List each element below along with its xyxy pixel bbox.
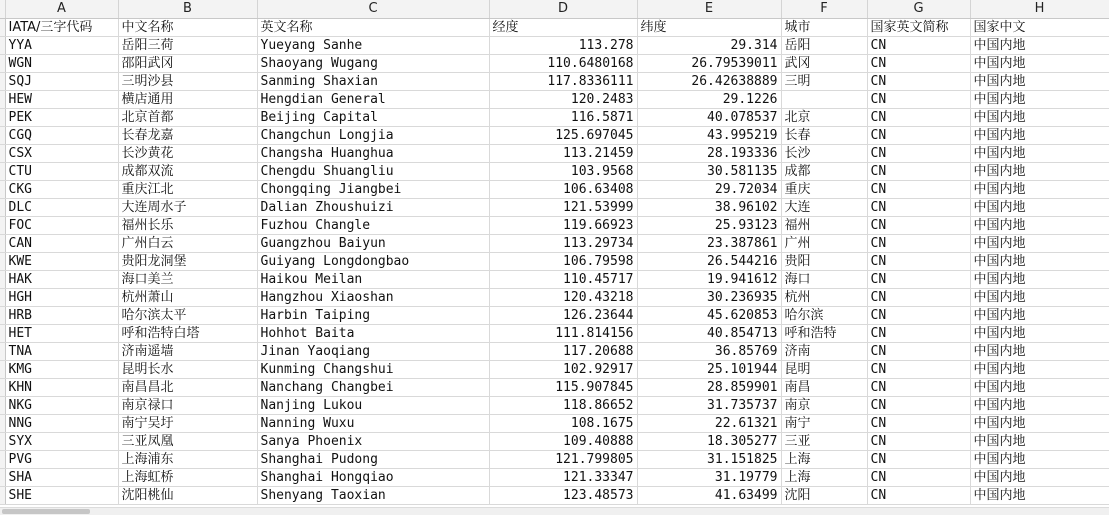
cell-e[interactable]: 43.995219: [637, 127, 781, 145]
cell-c[interactable]: Sanya Phoenix: [257, 433, 489, 451]
cell-h[interactable]: 中国内地: [970, 271, 1109, 289]
cell-e[interactable]: 18.305277: [637, 433, 781, 451]
cell-d[interactable]: 110.45717: [489, 271, 637, 289]
cell-a[interactable]: FOC: [5, 217, 118, 235]
cell-e[interactable]: 26.42638889: [637, 73, 781, 91]
cell-c[interactable]: Sanming Shaxian: [257, 73, 489, 91]
cell-c[interactable]: Nanchang Changbei: [257, 379, 489, 397]
cell-e[interactable]: 19.941612: [637, 271, 781, 289]
cell-f[interactable]: 重庆: [781, 181, 867, 199]
cell-b[interactable]: 哈尔滨太平: [118, 307, 257, 325]
cell-b[interactable]: 昆明长水: [118, 361, 257, 379]
cell-e[interactable]: 26.544216: [637, 253, 781, 271]
cell-b[interactable]: 广州白云: [118, 235, 257, 253]
table-row: [0, 127, 1109, 145]
cell-c[interactable]: Guiyang Longdongbao: [257, 253, 489, 271]
column-header-a[interactable]: A: [5, 0, 118, 19]
cell-h[interactable]: 中国内地: [970, 91, 1109, 109]
cell-f[interactable]: 大连: [781, 199, 867, 217]
cell-d[interactable]: 111.814156: [489, 325, 637, 343]
cell-e[interactable]: 30.236935: [637, 289, 781, 307]
cell-b[interactable]: 长春龙嘉: [118, 127, 257, 145]
column-header-h[interactable]: H: [970, 0, 1109, 19]
header-cell-e[interactable]: 纬度: [637, 19, 781, 37]
cell-g[interactable]: CN: [867, 307, 970, 325]
cell-g[interactable]: CN: [867, 451, 970, 469]
cell-g[interactable]: CN: [867, 379, 970, 397]
table-row: [0, 397, 1109, 415]
cell-f[interactable]: 南昌: [781, 379, 867, 397]
cell-a[interactable]: HET: [5, 325, 118, 343]
cell-d[interactable]: 113.21459: [489, 145, 637, 163]
cell-g[interactable]: CN: [867, 91, 970, 109]
cell-e[interactable]: 40.854713: [637, 325, 781, 343]
cell-h[interactable]: 中国内地: [970, 415, 1109, 433]
cell-f[interactable]: 沈阳: [781, 487, 867, 505]
cell-d[interactable]: 125.697045: [489, 127, 637, 145]
header-cell-c[interactable]: 英文名称: [257, 19, 489, 37]
cell-e[interactable]: 40.078537: [637, 109, 781, 127]
cell-c[interactable]: Hengdian General: [257, 91, 489, 109]
cell-d[interactable]: 120.43218: [489, 289, 637, 307]
cell-f[interactable]: 三明: [781, 73, 867, 91]
cell-f[interactable]: 哈尔滨: [781, 307, 867, 325]
cell-e[interactable]: 26.79539011: [637, 55, 781, 73]
cell-c[interactable]: Shanghai Pudong: [257, 451, 489, 469]
cell-c[interactable]: Kunming Changshui: [257, 361, 489, 379]
cell-g[interactable]: CN: [867, 235, 970, 253]
column-header-g[interactable]: G: [867, 0, 970, 19]
cell-e[interactable]: 25.93123: [637, 217, 781, 235]
cell-f[interactable]: 三亚: [781, 433, 867, 451]
cell-h[interactable]: 中国内地: [970, 37, 1109, 55]
cell-d[interactable]: 103.9568: [489, 163, 637, 181]
cell-g[interactable]: CN: [867, 37, 970, 55]
column-header-e[interactable]: E: [637, 0, 781, 19]
cell-b[interactable]: 杭州萧山: [118, 289, 257, 307]
cell-b[interactable]: 海口美兰: [118, 271, 257, 289]
cell-g[interactable]: CN: [867, 163, 970, 181]
cell-g[interactable]: CN: [867, 325, 970, 343]
cell-h[interactable]: 中国内地: [970, 379, 1109, 397]
cell-d[interactable]: 110.6480168: [489, 55, 637, 73]
cell-d[interactable]: 121.33347: [489, 469, 637, 487]
cell-a[interactable]: NNG: [5, 415, 118, 433]
cell-g[interactable]: CN: [867, 55, 970, 73]
cell-c[interactable]: Chongqing Jiangbei: [257, 181, 489, 199]
cell-a[interactable]: KHN: [5, 379, 118, 397]
cell-d[interactable]: 126.23644: [489, 307, 637, 325]
cell-a[interactable]: CKG: [5, 181, 118, 199]
cell-d[interactable]: 115.907845: [489, 379, 637, 397]
cell-b[interactable]: 三亚凤凰: [118, 433, 257, 451]
cell-b[interactable]: 南昌昌北: [118, 379, 257, 397]
cell-f[interactable]: 福州: [781, 217, 867, 235]
column-header-row: [0, 0, 1109, 19]
cell-e[interactable]: 29.314: [637, 37, 781, 55]
cell-a[interactable]: HRB: [5, 307, 118, 325]
table-row: [0, 91, 1109, 109]
cell-h[interactable]: 中国内地: [970, 307, 1109, 325]
cell-h[interactable]: 中国内地: [970, 451, 1109, 469]
cell-f[interactable]: 济南: [781, 343, 867, 361]
cell-a[interactable]: TNA: [5, 343, 118, 361]
cell-e[interactable]: 29.72034: [637, 181, 781, 199]
table-row: [0, 73, 1109, 91]
cell-e[interactable]: 45.620853: [637, 307, 781, 325]
cell-g[interactable]: CN: [867, 397, 970, 415]
cell-f[interactable]: 海口: [781, 271, 867, 289]
table-row: [0, 451, 1109, 469]
cell-d[interactable]: 117.20688: [489, 343, 637, 361]
cell-a[interactable]: PEK: [5, 109, 118, 127]
cell-e[interactable]: 28.193336: [637, 145, 781, 163]
cell-b[interactable]: 邵阳武冈: [118, 55, 257, 73]
cell-a[interactable]: CGQ: [5, 127, 118, 145]
cell-h[interactable]: 中国内地: [970, 361, 1109, 379]
cell-c[interactable]: Yueyang Sanhe: [257, 37, 489, 55]
table-row: [0, 163, 1109, 181]
cell-c[interactable]: Haikou Meilan: [257, 271, 489, 289]
cell-g[interactable]: CN: [867, 469, 970, 487]
cell-f[interactable]: 长沙: [781, 145, 867, 163]
cell-h[interactable]: 中国内地: [970, 55, 1109, 73]
cell-b[interactable]: 呼和浩特白塔: [118, 325, 257, 343]
cell-h[interactable]: 中国内地: [970, 325, 1109, 343]
cell-b[interactable]: 贵阳龙洞堡: [118, 253, 257, 271]
table-row: [0, 55, 1109, 73]
cell-d[interactable]: 102.92917: [489, 361, 637, 379]
column-header-b[interactable]: B: [118, 0, 257, 19]
header-cell-g[interactable]: 国家英文简称: [867, 19, 970, 37]
horizontal-scrollbar[interactable]: [0, 507, 1109, 515]
cell-g[interactable]: CN: [867, 253, 970, 271]
cell-e[interactable]: 38.96102: [637, 199, 781, 217]
cell-d[interactable]: 117.8336111: [489, 73, 637, 91]
cell-a[interactable]: CAN: [5, 235, 118, 253]
cell-e[interactable]: 41.63499: [637, 487, 781, 505]
cell-e[interactable]: 28.859901: [637, 379, 781, 397]
cell-g[interactable]: CN: [867, 109, 970, 127]
cell-g[interactable]: CN: [867, 361, 970, 379]
cell-c[interactable]: Shaoyang Wugang: [257, 55, 489, 73]
cell-g[interactable]: CN: [867, 271, 970, 289]
cell-d[interactable]: 121.53999: [489, 199, 637, 217]
cell-c[interactable]: Harbin Taiping: [257, 307, 489, 325]
cell-a[interactable]: DLC: [5, 199, 118, 217]
cell-a[interactable]: NKG: [5, 397, 118, 415]
cell-c[interactable]: Changsha Huanghua: [257, 145, 489, 163]
cell-a[interactable]: SQJ: [5, 73, 118, 91]
table-row: [0, 217, 1109, 235]
table-row: [0, 433, 1109, 451]
cell-b[interactable]: 横店通用: [118, 91, 257, 109]
cell-c[interactable]: Guangzhou Baiyun: [257, 235, 489, 253]
cell-c[interactable]: Hangzhou Xiaoshan: [257, 289, 489, 307]
cell-c[interactable]: Nanning Wuxu: [257, 415, 489, 433]
table-row: [0, 235, 1109, 253]
cell-b[interactable]: 上海虹桥: [118, 469, 257, 487]
cell-f[interactable]: 广州: [781, 235, 867, 253]
cell-e[interactable]: 30.581135: [637, 163, 781, 181]
column-header-d[interactable]: D: [489, 0, 637, 19]
cell-g[interactable]: CN: [867, 181, 970, 199]
cell-a[interactable]: KWE: [5, 253, 118, 271]
table-row: [0, 181, 1109, 199]
cell-h[interactable]: 中国内地: [970, 199, 1109, 217]
header-cell-f[interactable]: 城市: [781, 19, 867, 37]
cell-h[interactable]: 中国内地: [970, 181, 1109, 199]
cell-g[interactable]: CN: [867, 433, 970, 451]
cell-b[interactable]: 大连周水子: [118, 199, 257, 217]
cell-e[interactable]: 31.151825: [637, 451, 781, 469]
column-header-c[interactable]: C: [257, 0, 489, 19]
table-row: [0, 289, 1109, 307]
table-row: [0, 307, 1109, 325]
cell-g[interactable]: CN: [867, 199, 970, 217]
table-header-row: [0, 19, 1109, 37]
cell-a[interactable]: HEW: [5, 91, 118, 109]
column-header-f[interactable]: F: [781, 0, 867, 19]
cell-h[interactable]: 中国内地: [970, 127, 1109, 145]
cell-b[interactable]: 成都双流: [118, 163, 257, 181]
table-row: [0, 199, 1109, 217]
cell-h[interactable]: 中国内地: [970, 109, 1109, 127]
cell-h[interactable]: 中国内地: [970, 487, 1109, 505]
cell-g[interactable]: CN: [867, 73, 970, 91]
cell-g[interactable]: CN: [867, 487, 970, 505]
cell-f[interactable]: 昆明: [781, 361, 867, 379]
cell-b[interactable]: 岳阳三荷: [118, 37, 257, 55]
cell-d[interactable]: 123.48573: [489, 487, 637, 505]
table-row: [0, 379, 1109, 397]
cell-f[interactable]: 北京: [781, 109, 867, 127]
cell-a[interactable]: CSX: [5, 145, 118, 163]
header-cell-d[interactable]: 经度: [489, 19, 637, 37]
cell-a[interactable]: KMG: [5, 361, 118, 379]
cell-f[interactable]: 杭州: [781, 289, 867, 307]
cell-a[interactable]: SHE: [5, 487, 118, 505]
cell-d[interactable]: 113.278: [489, 37, 637, 55]
cell-h[interactable]: 中国内地: [970, 343, 1109, 361]
cell-h[interactable]: 中国内地: [970, 217, 1109, 235]
cell-h[interactable]: 中国内地: [970, 433, 1109, 451]
table-row: [0, 271, 1109, 289]
cell-e[interactable]: 22.61321: [637, 415, 781, 433]
cell-h[interactable]: 中国内地: [970, 289, 1109, 307]
table-row: [0, 325, 1109, 343]
cell-a[interactable]: WGN: [5, 55, 118, 73]
cell-a[interactable]: SHA: [5, 469, 118, 487]
cell-a[interactable]: PVG: [5, 451, 118, 469]
cell-e[interactable]: 31.735737: [637, 397, 781, 415]
cell-f[interactable]: 岳阳: [781, 37, 867, 55]
header-cell-a[interactable]: IATA/三字代码: [5, 19, 118, 37]
table-row: [0, 469, 1109, 487]
cell-c[interactable]: Chengdu Shuangliu: [257, 163, 489, 181]
cell-e[interactable]: 36.85769: [637, 343, 781, 361]
cell-c[interactable]: Hohhot Baita: [257, 325, 489, 343]
cell-c[interactable]: Shenyang Taoxian: [257, 487, 489, 505]
cell-d[interactable]: 121.799805: [489, 451, 637, 469]
cell-d[interactable]: 119.66923: [489, 217, 637, 235]
cell-e[interactable]: 25.101944: [637, 361, 781, 379]
cell-b[interactable]: 三明沙县: [118, 73, 257, 91]
cell-b[interactable]: 上海浦东: [118, 451, 257, 469]
cell-c[interactable]: Dalian Zhoushuizi: [257, 199, 489, 217]
sheet-body: [0, 19, 1109, 505]
header-cell-b[interactable]: 中文名称: [118, 19, 257, 37]
cell-d[interactable]: 109.40888: [489, 433, 637, 451]
cell-b[interactable]: 重庆江北: [118, 181, 257, 199]
table-row: [0, 109, 1109, 127]
cell-d[interactable]: 118.86652: [489, 397, 637, 415]
table-row: [0, 145, 1109, 163]
cell-h[interactable]: 中国内地: [970, 235, 1109, 253]
cell-a[interactable]: SYX: [5, 433, 118, 451]
cell-h[interactable]: 中国内地: [970, 469, 1109, 487]
cell-c[interactable]: Fuzhou Changle: [257, 217, 489, 235]
cell-c[interactable]: Beijing Capital: [257, 109, 489, 127]
cell-f[interactable]: 呼和浩特: [781, 325, 867, 343]
cell-f[interactable]: 上海: [781, 469, 867, 487]
cell-b[interactable]: 南宁吴圩: [118, 415, 257, 433]
cell-h[interactable]: 中国内地: [970, 397, 1109, 415]
cell-g[interactable]: CN: [867, 127, 970, 145]
cell-c[interactable]: Shanghai Hongqiao: [257, 469, 489, 487]
table-row: [0, 343, 1109, 361]
cell-h[interactable]: 中国内地: [970, 145, 1109, 163]
cell-a[interactable]: CTU: [5, 163, 118, 181]
cell-a[interactable]: HGH: [5, 289, 118, 307]
cell-b[interactable]: 南京禄口: [118, 397, 257, 415]
cell-f[interactable]: 武冈: [781, 55, 867, 73]
cell-b[interactable]: 济南遥墙: [118, 343, 257, 361]
scrollbar-thumb[interactable]: [2, 509, 90, 514]
cell-e[interactable]: 31.19779: [637, 469, 781, 487]
table-row: [0, 487, 1109, 505]
cell-d[interactable]: 113.29734: [489, 235, 637, 253]
table-row: [0, 253, 1109, 271]
cell-b[interactable]: 长沙黄花: [118, 145, 257, 163]
cell-e[interactable]: 23.387861: [637, 235, 781, 253]
cell-a[interactable]: YYA: [5, 37, 118, 55]
cell-c[interactable]: Nanjing Lukou: [257, 397, 489, 415]
cell-f[interactable]: 上海: [781, 451, 867, 469]
cell-f[interactable]: 贵阳: [781, 253, 867, 271]
cell-g[interactable]: CN: [867, 289, 970, 307]
cell-b[interactable]: 福州长乐: [118, 217, 257, 235]
cell-g[interactable]: CN: [867, 343, 970, 361]
cell-b[interactable]: 沈阳桃仙: [118, 487, 257, 505]
cell-f[interactable]: 成都: [781, 163, 867, 181]
cell-d[interactable]: 108.1675: [489, 415, 637, 433]
table-row: [0, 361, 1109, 379]
cell-h[interactable]: 中国内地: [970, 163, 1109, 181]
cell-d[interactable]: 106.63408: [489, 181, 637, 199]
cell-g[interactable]: CN: [867, 217, 970, 235]
cell-h[interactable]: 中国内地: [970, 73, 1109, 91]
cell-g[interactable]: CN: [867, 145, 970, 163]
table-row: [0, 37, 1109, 55]
header-cell-h[interactable]: 国家中文: [970, 19, 1109, 37]
cell-f[interactable]: [781, 91, 867, 109]
cell-c[interactable]: Jinan Yaoqiang: [257, 343, 489, 361]
cell-d[interactable]: 116.5871: [489, 109, 637, 127]
cell-a[interactable]: HAK: [5, 271, 118, 289]
cell-f[interactable]: 南宁: [781, 415, 867, 433]
cell-e[interactable]: 29.1226: [637, 91, 781, 109]
cell-d[interactable]: 106.79598: [489, 253, 637, 271]
cell-h[interactable]: 中国内地: [970, 253, 1109, 271]
cell-b[interactable]: 北京首都: [118, 109, 257, 127]
cell-d[interactable]: 120.2483: [489, 91, 637, 109]
table-row: [0, 415, 1109, 433]
cell-f[interactable]: 长春: [781, 127, 867, 145]
cell-f[interactable]: 南京: [781, 397, 867, 415]
cell-g[interactable]: CN: [867, 415, 970, 433]
cell-c[interactable]: Changchun Longjia: [257, 127, 489, 145]
